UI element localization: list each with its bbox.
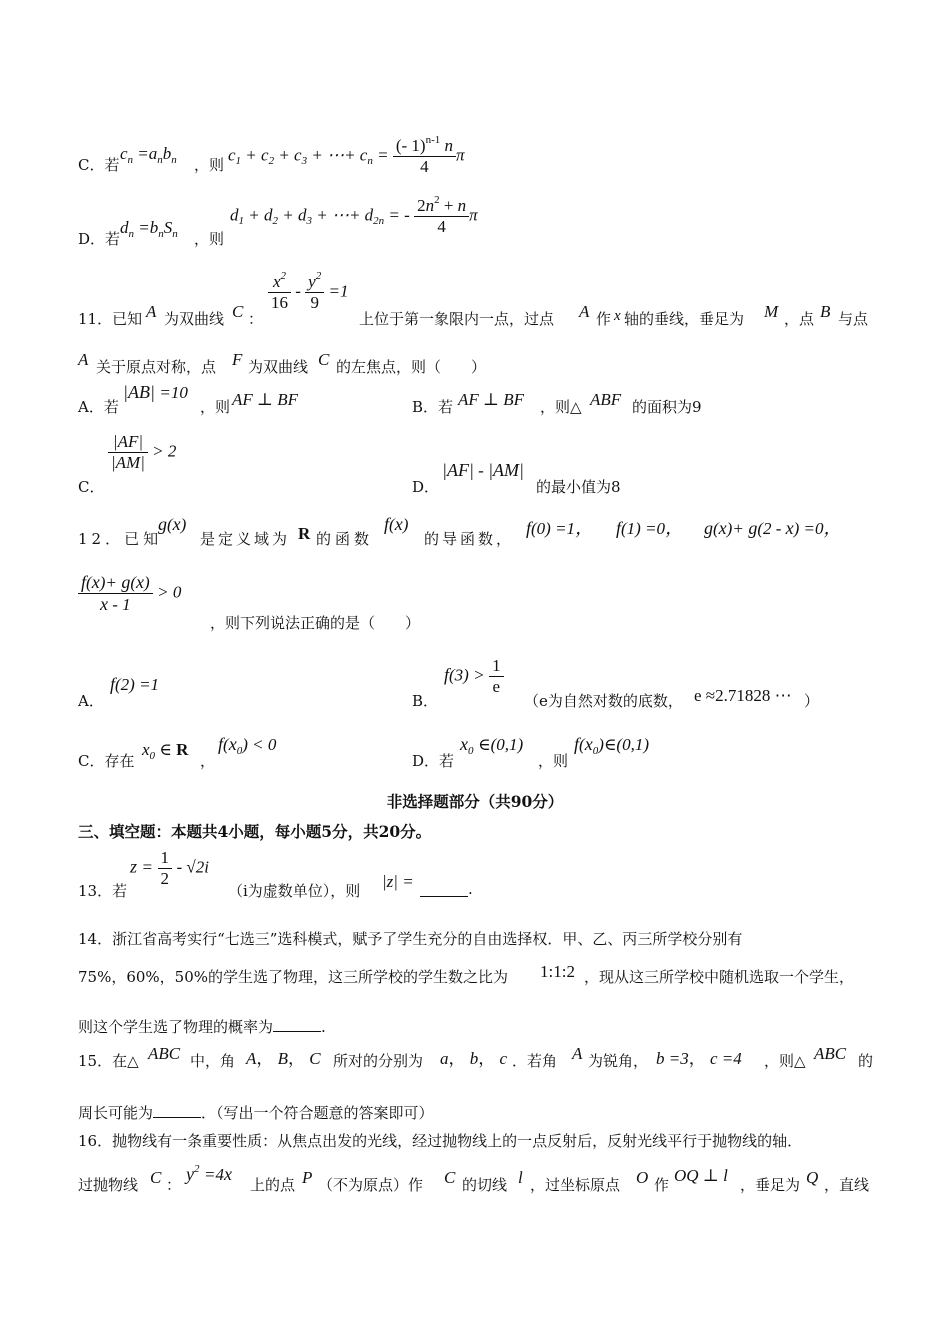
q12-c-formula: $f(x_0) < 0$ — [218, 734, 277, 757]
origin-o: O — [636, 1168, 649, 1187]
q16-line2 — [78, 1160, 878, 1194]
q11-c-label: C． — [78, 478, 105, 496]
q11-text: 的左焦点，则（ ） — [336, 358, 487, 376]
point-f: F — [232, 350, 243, 369]
q11-text: ，则 — [200, 398, 231, 416]
q16-text: ，直线 — [824, 1176, 870, 1194]
function-f: f(x) — [384, 514, 409, 534]
point-a: A — [78, 350, 89, 369]
e-approx: e ≈2.71828 ⋯ — [694, 686, 792, 705]
q15-answer-blank[interactable] — [153, 1103, 201, 1118]
q10-d-then: ，则 — [194, 230, 225, 248]
q11-text: 轴的垂线，垂足为 — [624, 310, 745, 328]
q12-d-condition: $x_0$ ∈(0,1) — [460, 734, 524, 757]
q12-d-label: D．若 — [412, 752, 455, 770]
q16-text: ，过坐标原点 — [530, 1176, 621, 1194]
q14-text: . — [321, 1018, 326, 1036]
q14-text: ，现从这三所学校中随机选取一个学生， — [584, 968, 855, 986]
q12-comma: ， — [200, 752, 216, 770]
q11-a-result: AF ⊥ BF — [232, 390, 299, 409]
q16-text: 作 — [654, 1176, 670, 1194]
q11-d-expr: |AF| - |AM| — [442, 460, 524, 480]
q11-stem-line1 — [78, 270, 878, 330]
q15-side-values: b =3， c =4 — [656, 1049, 742, 1068]
q11-text: 作 — [596, 310, 612, 328]
q11-text: 为双曲线 — [164, 310, 225, 328]
q10-d-sum: $d_1 + d_2 + d_3$ + ⋯+ $d_{2n}$ = - $\frac{2n^2 + n}{4}$ π — [230, 194, 478, 236]
condition-sum: g(x)+ g(2 - x) =0， — [704, 518, 842, 538]
q15-text: 中，角 — [190, 1052, 236, 1070]
q16-text: 的切线 — [462, 1176, 508, 1194]
q13-z-formula: z = $\frac{1}{2}$ - √2i — [130, 848, 209, 888]
q12-b-label: B． — [412, 692, 439, 710]
q10-c-then: ，则 — [194, 156, 225, 174]
q16-text: ，垂足为 — [740, 1176, 801, 1194]
q16-text: （不为原点）作 — [318, 1176, 424, 1194]
q12-b-note: （e为自然对数的底数， — [524, 692, 683, 710]
q11-text: ： — [248, 310, 264, 328]
function-g: g(x) — [158, 514, 187, 534]
q11-b-label: B．若 — [412, 398, 454, 416]
q15-text: 15．在△ — [78, 1052, 139, 1070]
condition-f0: f(0) =1， — [526, 518, 594, 538]
point-p: P — [302, 1168, 313, 1187]
q12-text: 是定义域为 — [200, 530, 291, 548]
q11-c-ratio: $\frac{|AF|}{|AM|}$ > 2 — [108, 432, 176, 473]
q11-d-label: D． — [412, 478, 440, 496]
q15-line2 — [78, 1102, 434, 1123]
q10-c-label: C．若 — [78, 156, 120, 174]
q13-text: . — [468, 880, 473, 898]
q11-text: 关于原点对称，点 — [96, 358, 217, 376]
q12-c-label: C．存在 — [78, 752, 135, 770]
q11-number: 11．已知 — [78, 310, 143, 328]
point-a: A — [579, 302, 590, 321]
q16-text: 过抛物线 — [78, 1176, 139, 1194]
q15-text: ．（写出一个符合题意的答案即可） — [201, 1104, 434, 1122]
point-q: Q — [806, 1168, 819, 1187]
q11-a-condition: |AB| =10 — [123, 382, 188, 402]
q12-text: 的函数 — [316, 530, 374, 548]
line-l: l — [518, 1168, 523, 1187]
q15-text: ，则△ — [764, 1052, 806, 1070]
q12-c-exists: $x_0$ ∈ R — [142, 740, 189, 762]
q12-text: ） — [804, 692, 820, 710]
curve-c: C — [444, 1168, 456, 1187]
q15-line1 — [78, 1040, 878, 1070]
q15-text: 为锐角， — [588, 1052, 649, 1070]
sides-abc: a， b， c — [440, 1049, 508, 1068]
q12-d-result: $f(x_0)\in(0,1)$ — [574, 734, 650, 757]
q11-text: 的面积为9 — [632, 398, 702, 416]
q16-text: ： — [166, 1176, 182, 1194]
curve-c: C — [318, 350, 330, 369]
q15-text: 所对的分别为 — [333, 1052, 424, 1070]
q15-text: 周长可能为 — [78, 1104, 154, 1122]
q12-text: 的导函数， — [424, 530, 515, 548]
triangle-abc: ABC — [814, 1044, 847, 1063]
q11-text: 上位于第一象限内一点，过点 — [359, 310, 555, 328]
parabola-equation: $y^2 =4x$ — [186, 1163, 232, 1184]
q11-a-label: A．若 — [78, 398, 119, 416]
point-m: M — [764, 302, 779, 321]
q12-text: ，则下列说法正确的是（ ） — [210, 614, 421, 632]
q15-text: 的 — [858, 1052, 874, 1070]
fill-in-heading: 三、填空题：本题共4小题，每小题5分，共20分。 — [78, 822, 432, 841]
q13-answer-blank[interactable] — [420, 882, 468, 897]
q15-text: ．若角 — [512, 1052, 558, 1070]
q14-line3 — [78, 1016, 326, 1036]
q12-number: 12．已知 — [78, 530, 163, 548]
angle-a: A — [572, 1044, 583, 1063]
q11-text: 与点 — [838, 310, 869, 328]
q12-text: ，则 — [538, 752, 569, 770]
q16-line1: 16．抛物线有一条重要性质：从焦点出发的光线，经过抛物线上的一点反射后，反射光线平行于抛物线的轴． — [78, 1132, 803, 1150]
q14-text: 则这个学生选了物理的概率为 — [78, 1018, 274, 1036]
q10-d-label: D．若 — [78, 230, 121, 248]
q12-inequality: $\frac{f(x)+ g(x)}{x - 1}$ > 0 — [78, 572, 181, 615]
perpendicular-oq: OQ ⊥ l — [674, 1166, 728, 1185]
q14-line1: 14．浙江省高考实行“七选三”选科模式，赋予了学生充分的自由选择权．甲、乙、丙三所学校分别有 — [78, 930, 743, 948]
q12-a-label: A． — [78, 692, 104, 710]
hyperbola-equation: $\frac{x^2}{16}$ - $\frac{y^2}{9}$ =1 — [268, 272, 348, 313]
q10-d-formula: $d_n =b_nS_n$ — [120, 218, 178, 240]
q13-text: （i为虚数单位），则 — [228, 882, 361, 900]
q11-text: 的最小值为8 — [536, 478, 621, 496]
q16-text: 上的点 — [250, 1176, 296, 1194]
q12-a-formula: f(2) =1 — [110, 674, 160, 694]
q14-answer-blank[interactable] — [273, 1017, 321, 1032]
triangle-abc: ABC — [148, 1044, 181, 1063]
curve-c: C — [232, 302, 244, 321]
angles-abc: A， B， C — [246, 1049, 321, 1068]
q11-b-condition: AF ⊥ BF — [458, 390, 525, 409]
condition-f1: f(1) =0， — [616, 518, 684, 538]
q10-c-formula: $c_n =a_nb_n$ — [120, 144, 177, 166]
curve-c: C — [150, 1168, 162, 1187]
q14-ratio: 1:1:2 — [540, 962, 575, 981]
q12-b-formula: f(3) > $\frac{1}{e}$ — [444, 656, 504, 697]
abs-z: |z| = — [382, 872, 414, 891]
real-numbers-symbol: R — [298, 524, 311, 543]
point-a: A — [146, 302, 157, 321]
q11-text: ，则△ — [540, 398, 582, 416]
point-b: B — [820, 302, 831, 321]
q12-stem-line1 — [78, 510, 878, 548]
q11-text: ，点 — [784, 310, 815, 328]
q14-text: 75%，60%，50%的学生选了物理，这三所学校的学生数之比为 — [78, 968, 509, 986]
q10-c-sum: $c_1 + c_2 + c_3$ + ⋯+ $c_n$ = $\frac{(- 1)^{n-1} n}{4}$ π — [228, 134, 465, 176]
q13-number: 13．若 — [78, 882, 128, 900]
q11-text: 为双曲线 — [248, 358, 309, 376]
triangle-abf: ABF — [590, 390, 622, 409]
section-title: 非选择题部分（共90分） — [386, 792, 564, 811]
x-axis-label: x — [614, 308, 621, 324]
